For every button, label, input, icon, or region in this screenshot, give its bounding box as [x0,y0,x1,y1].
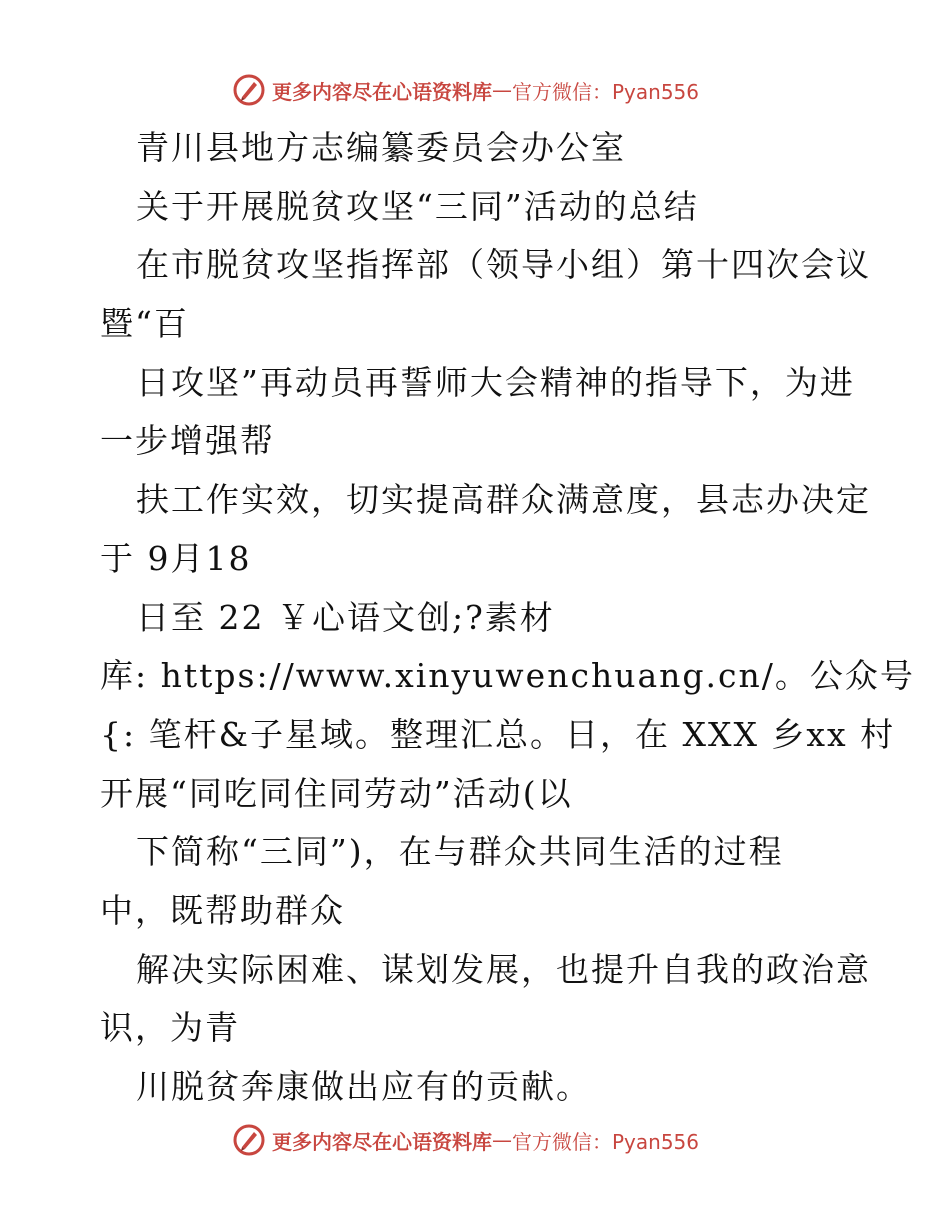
banner-separator: — [492,1128,512,1152]
document-line: 解决实际困难、谋划发展，也提升自我的政治意 [136,949,871,989]
document-line: 暨“百 [100,304,189,344]
banner-account-text: 官方微信：Pyan556 [512,1129,700,1154]
document-line: 开展“同吃同住同劳动”活动(以 [100,773,573,813]
document-line: 于 9月18 [100,538,252,578]
footer-watermark-banner [232,1120,699,1160]
document-body [100,119,915,1117]
document-line: 关于开展脱贫攻坚“三同”活动的总结 [136,186,699,226]
banner-main-text: 更多内容尽在心语资料库 [272,79,492,104]
document-line: 日至 22 ￥心语文创;?素材 [136,597,555,637]
pen-logo-icon [232,73,266,107]
document-line: 一步增强帮 [100,421,275,461]
banner-main-text: 更多内容尽在心语资料库 [272,1129,492,1154]
banner-separator: — [492,78,512,102]
document-line: 库: https://www.xinyuwenchuang.cn/。公众号 [100,656,915,696]
document-line: 青川县地方志编纂委员会办公室 [136,128,626,167]
document-line: 日攻坚”再动员再誓师大会精神的指导下，为进 [136,362,855,402]
header-watermark-banner [232,70,699,110]
document-line: 扶工作实效，切实提高群众满意度，县志办决定 [136,480,871,520]
document-line: 下简称“三同”)，在与群众共同生活的过程 [136,832,784,872]
document-line: 中，既帮助群众 [100,890,345,930]
document-line: {: 笔杆&子星域。整理汇总。日，在 XXX 乡xx 村 [100,714,896,754]
document-line: 川脱贫奔康做出应有的贡献。 [136,1067,591,1106]
document-line: 在市脱贫攻坚指挥部（领导小组）第十四次会议 [136,245,871,285]
pen-logo-icon [232,1123,266,1157]
document-line: 识，为青 [100,1008,240,1048]
banner-account-text: 官方微信：Pyan556 [512,79,700,104]
